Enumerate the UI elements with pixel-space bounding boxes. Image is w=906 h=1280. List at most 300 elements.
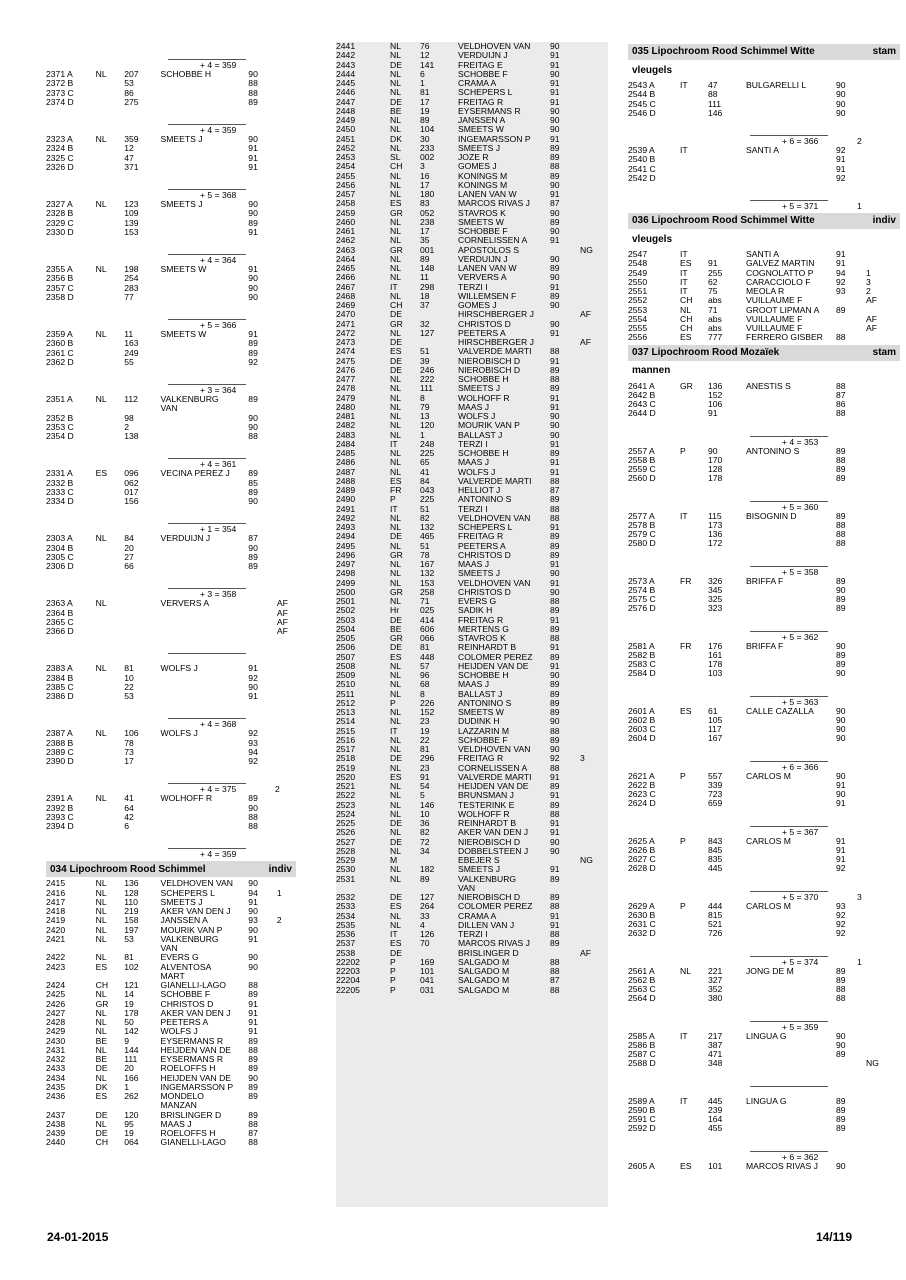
entry-code xyxy=(708,165,746,174)
score: 89 xyxy=(248,1035,258,1046)
country-code xyxy=(680,586,708,595)
ring-number: 2506 xyxy=(336,642,356,653)
remark xyxy=(277,972,296,981)
exhibitor-name: VELDHOVEN VAN xyxy=(160,878,233,889)
entry-code: 109 xyxy=(124,208,139,219)
country-code: NL xyxy=(390,596,401,606)
remark xyxy=(866,920,886,929)
ring-number: 2503 xyxy=(336,614,356,625)
country-code: NL xyxy=(390,290,401,301)
exhibitor-name: EYSERMANS R xyxy=(458,105,521,116)
ring-number: 2580 D xyxy=(628,538,656,549)
total-value: + 4 = 359 xyxy=(200,125,237,135)
country-code: ES xyxy=(390,901,402,912)
total-value: + 5 = 370 xyxy=(782,891,819,902)
remark xyxy=(580,597,600,606)
exhibitor-name: SCHEPERS L xyxy=(458,87,513,98)
ring-number: 2457 xyxy=(336,189,356,199)
ring-number: 2574 B xyxy=(628,584,656,595)
country-code xyxy=(680,456,708,465)
country-code xyxy=(680,465,708,474)
entry-code: 121 xyxy=(124,980,139,990)
class-subtitle: vleugels xyxy=(632,233,673,245)
group-total xyxy=(46,42,296,70)
country-code: Hr xyxy=(390,605,400,616)
ring-number: 2623 C xyxy=(628,789,656,799)
ring-number: 2360 B xyxy=(46,338,74,349)
country-code xyxy=(680,985,708,994)
remark xyxy=(866,911,886,920)
country-code: NL xyxy=(390,78,401,88)
remark xyxy=(580,320,600,329)
score: 91 xyxy=(550,642,560,653)
remark: AF xyxy=(580,309,591,320)
entry-code: 197 xyxy=(124,924,139,935)
exhibitor-name xyxy=(161,219,249,228)
entry-row xyxy=(628,790,900,799)
ring-number: 2581 A xyxy=(628,640,655,651)
score: 91 xyxy=(248,1017,258,1027)
score: 89 xyxy=(836,1104,846,1115)
ring-number: 2514 xyxy=(336,716,356,727)
score: 90 xyxy=(248,69,258,79)
country-code xyxy=(680,1050,708,1059)
country-code: NL xyxy=(95,728,107,739)
score: 88 xyxy=(836,984,846,994)
score: 90 xyxy=(836,89,846,100)
score: 88 xyxy=(550,596,560,606)
country-code xyxy=(680,530,708,539)
score: 88 xyxy=(836,380,846,391)
ring-number: 2330 D xyxy=(46,226,74,237)
class-type: indiv xyxy=(872,215,896,227)
exhibitor-name: MOURIK VAN P xyxy=(458,420,520,431)
country-code: ES xyxy=(390,938,402,949)
remark xyxy=(580,875,600,884)
exhibitor-name: CARLOS M xyxy=(746,770,791,781)
score: 89 xyxy=(550,549,560,560)
country-code xyxy=(680,976,708,985)
group-rank: 2 xyxy=(275,784,280,795)
exhibitor-name: DOBBELSTEEN J xyxy=(458,845,529,856)
ring-number: 2515 xyxy=(336,725,356,736)
entry-code: 8 xyxy=(420,688,425,699)
ring-number: 2524 xyxy=(336,808,356,819)
country-code xyxy=(96,293,125,302)
ring-number: 2468 xyxy=(336,290,356,301)
exhibitor-name: SALGADO M xyxy=(458,966,510,976)
remark xyxy=(277,1120,296,1129)
ring-number: 2357 C xyxy=(46,282,74,293)
entry-code: 98 xyxy=(124,412,134,423)
country-code xyxy=(680,155,708,164)
entry-code: 11 xyxy=(124,329,134,339)
exhibitor-name: VERVERS A xyxy=(458,272,507,283)
score: 92 xyxy=(836,172,846,183)
remark xyxy=(580,107,600,116)
country-code: DE xyxy=(390,355,402,366)
remark xyxy=(277,358,296,367)
ring-number: 2533 xyxy=(336,901,356,912)
country-code: NL xyxy=(390,189,401,199)
entry-code: 77 xyxy=(124,291,134,302)
country-code: P xyxy=(390,494,396,505)
country-code: GR xyxy=(390,318,403,329)
entry-code: 81 xyxy=(420,642,430,653)
remark xyxy=(580,357,600,366)
remark: 2 xyxy=(276,915,282,926)
entry-code: 53 xyxy=(124,933,134,944)
remark xyxy=(277,944,296,953)
exhibitor-name xyxy=(161,414,249,423)
exhibitor-name: CARLOS M xyxy=(746,900,791,911)
country-code: GR xyxy=(390,586,403,597)
score: 88 xyxy=(550,346,560,357)
ring-number: 2578 B xyxy=(628,519,656,530)
remark xyxy=(580,116,600,125)
exhibitor-name: SANTI A xyxy=(746,249,779,259)
ring-number: 2585 A xyxy=(628,1030,655,1041)
score: 89 xyxy=(836,510,846,521)
exhibitor-name: FERRERO GISBER xyxy=(746,332,823,343)
country-code xyxy=(96,618,125,627)
entry-code: 89 xyxy=(420,873,430,884)
remark xyxy=(277,1111,296,1120)
remark xyxy=(866,1124,886,1133)
entry-row xyxy=(46,432,296,441)
remark: NG xyxy=(866,1058,879,1069)
ring-number: 2333 C xyxy=(46,486,74,497)
country-code: NL xyxy=(95,1072,107,1083)
remark xyxy=(580,764,600,773)
entry-row xyxy=(628,595,900,604)
country-code: IT xyxy=(390,503,398,514)
ring-number: 2513 xyxy=(336,707,356,717)
score: 92 xyxy=(836,145,846,155)
remark xyxy=(866,100,886,109)
entry-row xyxy=(46,70,296,79)
ring-number: 2488 xyxy=(336,475,356,486)
remark xyxy=(277,553,296,562)
remark xyxy=(580,773,600,782)
total-value: + 5 = 367 xyxy=(782,826,819,837)
entry-row xyxy=(628,165,900,174)
entry-code: 238 xyxy=(420,216,435,227)
entry-row xyxy=(46,154,296,163)
entry-code: 41 xyxy=(124,793,134,804)
exhibitor-name: BRIFFA F xyxy=(746,640,784,651)
ring-number: 2324 B xyxy=(46,143,74,154)
remark xyxy=(866,967,886,976)
country-code: NL xyxy=(95,1118,107,1129)
remark xyxy=(277,423,296,432)
score: 89 xyxy=(836,445,846,456)
entry-code: 27 xyxy=(124,551,134,562)
exhibitor-name xyxy=(161,154,249,163)
exhibitor-name: MANZAN xyxy=(160,1100,197,1111)
remark xyxy=(866,474,886,483)
score: 90 xyxy=(248,273,258,284)
remark xyxy=(580,569,600,578)
remark: AF xyxy=(580,337,591,347)
score: 91 xyxy=(248,152,258,163)
exhibitor-name xyxy=(161,757,249,766)
remark xyxy=(866,1106,886,1115)
country-code: NL xyxy=(390,41,401,51)
total-rule xyxy=(168,653,246,654)
remark xyxy=(580,70,600,79)
entry-code: 19 xyxy=(420,725,430,736)
entry-row xyxy=(628,716,900,725)
ring-number: 2384 B xyxy=(46,672,74,683)
ring-number: 2532 xyxy=(336,892,356,902)
remark xyxy=(580,61,600,70)
class-header xyxy=(628,213,900,229)
ring-number: 2473 xyxy=(336,337,356,347)
total-rule xyxy=(750,1086,828,1087)
ring-number: 2560 D xyxy=(628,473,656,484)
country-code: NL xyxy=(390,670,401,680)
score: 90 xyxy=(836,1039,846,1050)
country-code: NL xyxy=(390,873,401,884)
country-code xyxy=(96,98,125,107)
remark xyxy=(866,512,886,521)
entry-row xyxy=(46,135,296,144)
entry-code: 16 xyxy=(420,170,430,181)
remark xyxy=(580,144,600,153)
exhibitor-name: CALLE CAZALLA xyxy=(746,705,814,716)
remark xyxy=(866,382,886,391)
remark xyxy=(866,333,886,342)
entry-code: 51 xyxy=(420,503,430,514)
remark xyxy=(277,209,296,218)
remark xyxy=(580,227,600,236)
exhibitor-name: DILLEN VAN J xyxy=(458,919,515,930)
exhibitor-name xyxy=(746,994,836,1003)
score: 91 xyxy=(550,401,560,412)
entry-code: 71 xyxy=(420,596,430,606)
remark: 1 xyxy=(866,267,871,278)
remark xyxy=(580,403,600,412)
score: 89 xyxy=(836,659,846,669)
ring-number: 2383 A xyxy=(46,663,73,674)
score: 91 xyxy=(836,835,846,846)
ring-number: 2538 xyxy=(336,947,356,958)
remark xyxy=(580,736,600,745)
group-total xyxy=(628,419,900,447)
country-code: CH xyxy=(680,313,693,324)
remark xyxy=(277,963,296,972)
score: 89 xyxy=(248,989,258,1000)
total-value: + 5 = 358 xyxy=(782,566,819,577)
remark xyxy=(277,804,296,813)
entry-code: 326 xyxy=(708,575,723,586)
remark xyxy=(580,384,600,393)
score: 91 xyxy=(248,143,258,154)
remark xyxy=(580,98,600,107)
ring-number: 2474 xyxy=(336,346,356,357)
remark xyxy=(580,616,600,625)
score: 90 xyxy=(836,584,846,595)
entry-code: 37 xyxy=(420,300,430,310)
entry-code: 57 xyxy=(420,660,430,671)
country-code: P xyxy=(680,770,686,781)
ring-number: 2557 A xyxy=(628,445,655,456)
exhibitor-name xyxy=(746,595,836,604)
score: 91 xyxy=(550,522,560,532)
exhibitor-name: CORNELISSEN A xyxy=(458,762,528,773)
score: 90 xyxy=(836,640,846,651)
exhibitor-name: BRISLINGER D xyxy=(458,947,519,958)
exhibitor-name: VERDUIJN J xyxy=(458,50,508,61)
ring-number: 2415 xyxy=(46,878,66,889)
country-code xyxy=(96,683,125,692)
exhibitor-name xyxy=(161,274,249,283)
group-total xyxy=(628,874,900,902)
exhibitor-name xyxy=(746,976,836,985)
score: 89 xyxy=(248,394,258,404)
entry-row xyxy=(46,265,296,274)
score: 91 xyxy=(550,78,560,88)
exhibitor-name: BALLAST J xyxy=(458,688,503,699)
remark xyxy=(580,643,600,652)
group-total xyxy=(628,484,900,512)
score: 88 xyxy=(836,993,846,1004)
country-code: NL xyxy=(390,660,401,671)
exhibitor-name: COLOMER PEREZ xyxy=(458,651,533,662)
ring-number: 2497 xyxy=(336,559,356,569)
country-code xyxy=(96,692,125,701)
exhibitor-name: BRIFFA F xyxy=(746,575,784,586)
remark xyxy=(277,163,296,172)
country-code: IT xyxy=(390,281,398,292)
ring-number: 2603 C xyxy=(628,724,656,734)
country-code: ES xyxy=(95,468,108,479)
remark xyxy=(580,273,600,282)
remark xyxy=(580,218,600,227)
score: 88 xyxy=(836,408,846,419)
exhibitor-name: GIANELLI-LAGO xyxy=(160,980,226,990)
remark xyxy=(866,799,886,808)
ring-number: 2372 B xyxy=(46,78,74,89)
entry-code: 233 xyxy=(420,142,435,153)
exhibitor-name xyxy=(746,539,836,548)
score: 89 xyxy=(550,383,560,394)
remark xyxy=(866,1115,886,1124)
exhibitor-name: GALVEZ MARTIN xyxy=(746,258,815,269)
total-value: + 5 = 371 xyxy=(782,201,819,211)
exhibitor-name: LANEN VAN W xyxy=(458,189,517,199)
remark xyxy=(580,264,600,273)
exhibitor-name xyxy=(161,497,249,506)
ring-number: 2445 xyxy=(336,78,356,88)
remark xyxy=(866,530,886,539)
score: 89 xyxy=(550,892,560,902)
entry-code: 136 xyxy=(124,878,139,889)
score: 92 xyxy=(248,356,258,367)
remark xyxy=(277,89,296,98)
remark xyxy=(277,739,296,748)
remark xyxy=(277,479,296,488)
entry-code: 225 xyxy=(420,448,435,458)
entry-code: 34 xyxy=(420,845,430,856)
score: 89 xyxy=(836,965,846,976)
exhibitor-name xyxy=(746,669,836,678)
remark xyxy=(866,577,886,586)
ring-number: 2459 xyxy=(336,207,356,218)
country-code: DE xyxy=(95,1128,108,1138)
score: 89 xyxy=(836,1114,846,1124)
country-code xyxy=(96,154,125,163)
exhibitor-name: GIANELLI-LAGO xyxy=(160,1137,226,1148)
total-value: + 6 = 362 xyxy=(782,1151,819,1162)
ring-number: 2421 xyxy=(46,933,66,944)
ring-number: 2583 C xyxy=(628,659,656,669)
exhibitor-name: HIRSCHBERGER J xyxy=(458,337,534,347)
remark xyxy=(580,653,600,662)
country-code: NL xyxy=(390,808,401,819)
score: 90 xyxy=(248,1072,258,1083)
score: 89 xyxy=(836,473,846,484)
ring-number: 2416 xyxy=(46,887,66,898)
entry-code: 79 xyxy=(420,401,430,412)
score: 88 xyxy=(550,956,560,967)
country-code: SL xyxy=(390,152,401,162)
entry-row xyxy=(46,544,296,553)
score: 91 xyxy=(550,910,560,921)
entry-code: 66 xyxy=(124,561,134,571)
group-total xyxy=(46,441,296,469)
ring-number: 2329 C xyxy=(46,217,74,228)
exhibitor-name xyxy=(161,674,249,683)
ring-number: 2553 xyxy=(628,304,648,315)
exhibitor-name: ROELOFFS H xyxy=(160,1128,216,1138)
exhibitor-name xyxy=(746,725,836,734)
ring-number: 22204 xyxy=(336,975,360,986)
remark xyxy=(580,810,600,819)
entry-code: 71 xyxy=(708,304,718,315)
entry-code: 120 xyxy=(420,420,435,431)
entry-code: 17 xyxy=(420,96,430,107)
entry-row xyxy=(46,562,296,571)
remark xyxy=(866,790,886,799)
ring-number: 2471 xyxy=(336,318,356,329)
country-code xyxy=(680,174,708,183)
entry-code: 10 xyxy=(420,808,430,819)
entry-code: 18 xyxy=(420,290,430,301)
entry-code: 064 xyxy=(124,1137,139,1148)
remark xyxy=(277,219,296,228)
score: 87 xyxy=(836,389,846,400)
entry-code: 352 xyxy=(708,984,723,994)
score: 90 xyxy=(550,318,560,329)
entry-row xyxy=(46,813,296,822)
entry-code: 726 xyxy=(708,928,723,939)
country-code: NL xyxy=(95,878,107,889)
entry-code: 19 xyxy=(420,105,430,116)
country-code: ES xyxy=(390,651,402,662)
exhibitor-name: TERZI I xyxy=(458,281,488,292)
score: 91 xyxy=(550,614,560,625)
entry-row xyxy=(628,1041,900,1050)
remark xyxy=(580,283,600,292)
exhibitor-name: VALVERDE MARTI xyxy=(458,475,532,486)
entry-code: 345 xyxy=(708,584,723,595)
entry-code: 23 xyxy=(420,716,430,727)
exhibitor-name: JANSSEN A xyxy=(160,915,208,926)
exhibitor-name: COLOMER PEREZ xyxy=(458,901,533,912)
remark xyxy=(277,935,296,944)
